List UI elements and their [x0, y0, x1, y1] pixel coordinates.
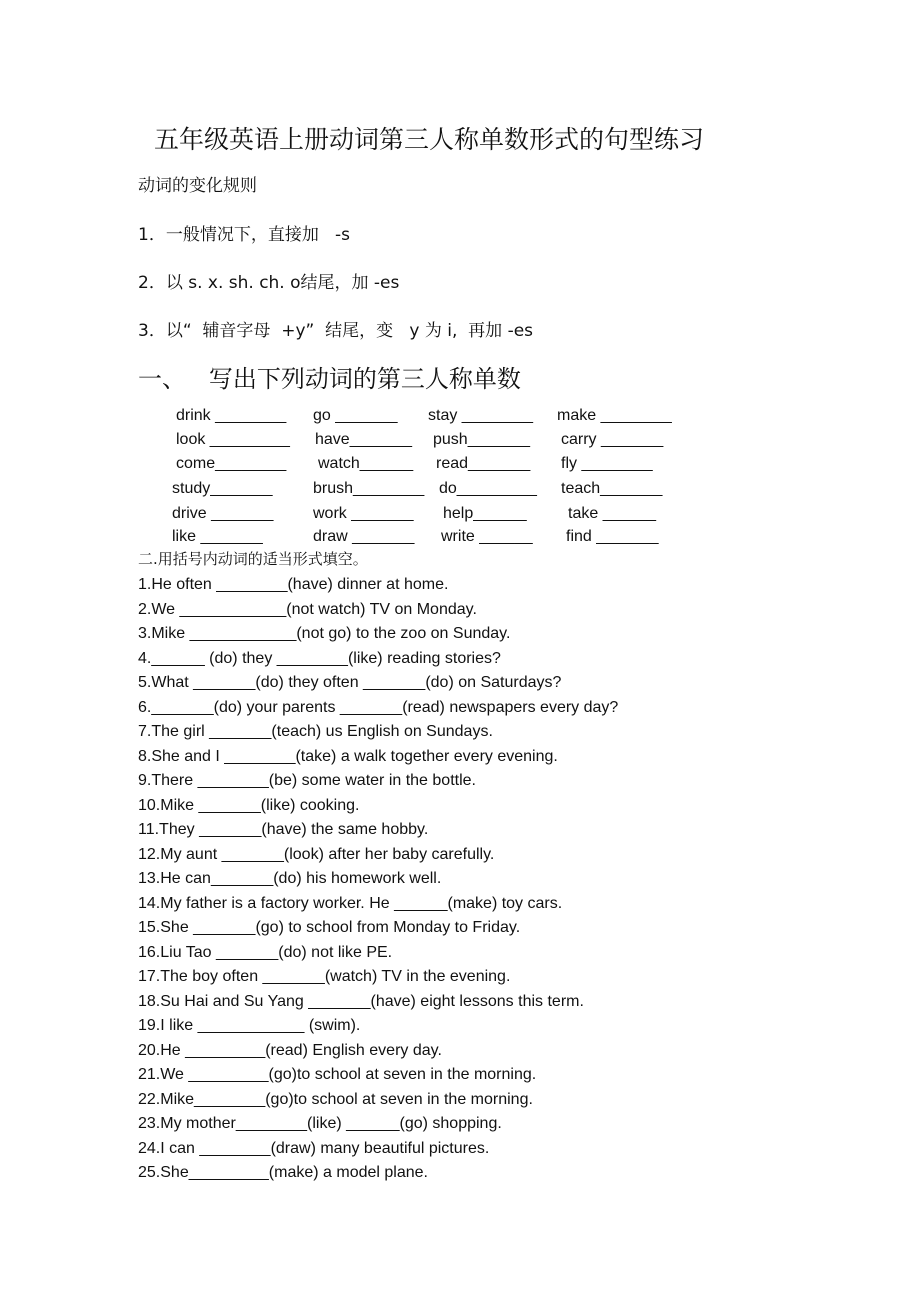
verb-item: do_________	[439, 480, 537, 497]
exercise-sentence: 21.We _________(go)to school at seven in the morning.	[138, 1066, 537, 1083]
exercise-sentence: 25.She_________(make) a model plane.	[138, 1164, 428, 1181]
verb-item: watch______	[318, 455, 414, 472]
exercise-sentence: 4.______ (do) they ________(like) reading stories?	[138, 649, 501, 667]
verb-item: push_______	[433, 431, 530, 448]
verb-item: brush________	[313, 480, 425, 497]
exercise-sentence: 17.The boy often _______(watch) TV in the evening.	[138, 968, 511, 985]
verb-item: drive _______	[172, 505, 274, 522]
exercise-sentence: 10.Mike _______(like) cooking.	[138, 796, 360, 814]
verb-item: study_______	[172, 480, 273, 497]
verb-item: help______	[443, 505, 527, 522]
verb-item: stay ________	[428, 407, 533, 424]
verb-item: draw _______	[313, 528, 415, 545]
exercise-sentence: 2.We ____________(not watch) TV on Monday.	[138, 600, 477, 618]
exercise-sentence: 16.Liu Tao _______(do) not like PE.	[138, 943, 393, 961]
exercise-sentence: 3.Mike ____________(not go) to the zoo on Sunday.	[138, 625, 511, 642]
rule-3: 3．以“ 辅音字母 +y” 结尾，变 y 为 i, 再加 -es	[138, 321, 534, 341]
rule-1: 1．一般情况下，直接加 -s	[138, 225, 351, 245]
verb-item: look _________	[176, 431, 290, 448]
exercise-sentence: 12.My aunt _______(look) after her baby carefully.	[138, 845, 495, 863]
verb-item: like _______	[172, 528, 263, 545]
verb-item: fly ________	[561, 455, 653, 472]
exercise-sentence: 7.The girl _______(teach) us English on Sundays.	[138, 723, 493, 740]
rule-2: 2．以 s. x. sh. ch. o结尾，加 -es	[138, 273, 400, 293]
exercise-sentence: 22.Mike________(go)to school at seven in the morning.	[138, 1090, 533, 1108]
exercise-sentence: 19.I like ____________ (swim).	[138, 1017, 361, 1034]
exercise-sentence: 11.They _______(have) the same hobby.	[138, 821, 429, 838]
verb-item: carry _______	[561, 431, 664, 448]
verb-item: make ________	[557, 407, 672, 424]
verb-item: have_______	[315, 431, 412, 448]
exercise-sentence: 8.She and I ________(take) a walk together every evening.	[138, 747, 558, 765]
exercise-sentence: 20.He _________(read) English every day.	[138, 1041, 442, 1059]
verb-item: take ______	[568, 505, 657, 522]
exercise-sentence: 14.My father is a factory worker. He ______(make) toy cars.	[138, 894, 563, 912]
section2-heading: 二.用括号内动词的适当形式填空。	[138, 550, 368, 568]
verb-item: drink ________	[176, 407, 287, 424]
verb-item: write ______	[441, 528, 533, 545]
verb-item: teach_______	[561, 480, 663, 497]
document-title: 五年级英语上册动词第三人称单数形式的句型练习	[154, 125, 705, 154]
verb-item: come________	[176, 455, 287, 472]
exercise-sentence: 1.He often ________(have) dinner at home.	[138, 576, 449, 593]
exercise-sentence: 24.I can ________(draw) many beautiful pictures.	[138, 1139, 490, 1157]
verb-item: work _______	[313, 505, 414, 522]
verb-item: find _______	[566, 528, 659, 545]
exercise-sentence: 13.He can_______(do) his homework well.	[138, 870, 442, 887]
verb-item: go _______	[313, 407, 398, 424]
rules-heading: 动词的变化规则	[138, 176, 257, 196]
section1-heading: 一、 写出下列动词的第三人称单数	[138, 365, 521, 393]
exercise-sentence: 15.She _______(go) to school from Monday to Friday.	[138, 919, 521, 936]
verb-item: read_______	[436, 455, 531, 472]
exercise-sentence: 23.My mother________(like) ______(go) shopping.	[138, 1115, 502, 1132]
exercise-sentence: 18.Su Hai and Su Yang _______(have) eight lessons this term.	[138, 992, 584, 1010]
exercise-sentence: 9.There ________(be) some water in the bottle.	[138, 772, 476, 789]
exercise-sentence: 5.What _______(do) they often _______(do) on Saturdays?	[138, 674, 562, 691]
exercise-sentence: 6._______(do) your parents _______(read) newspapers every day?	[138, 698, 619, 716]
